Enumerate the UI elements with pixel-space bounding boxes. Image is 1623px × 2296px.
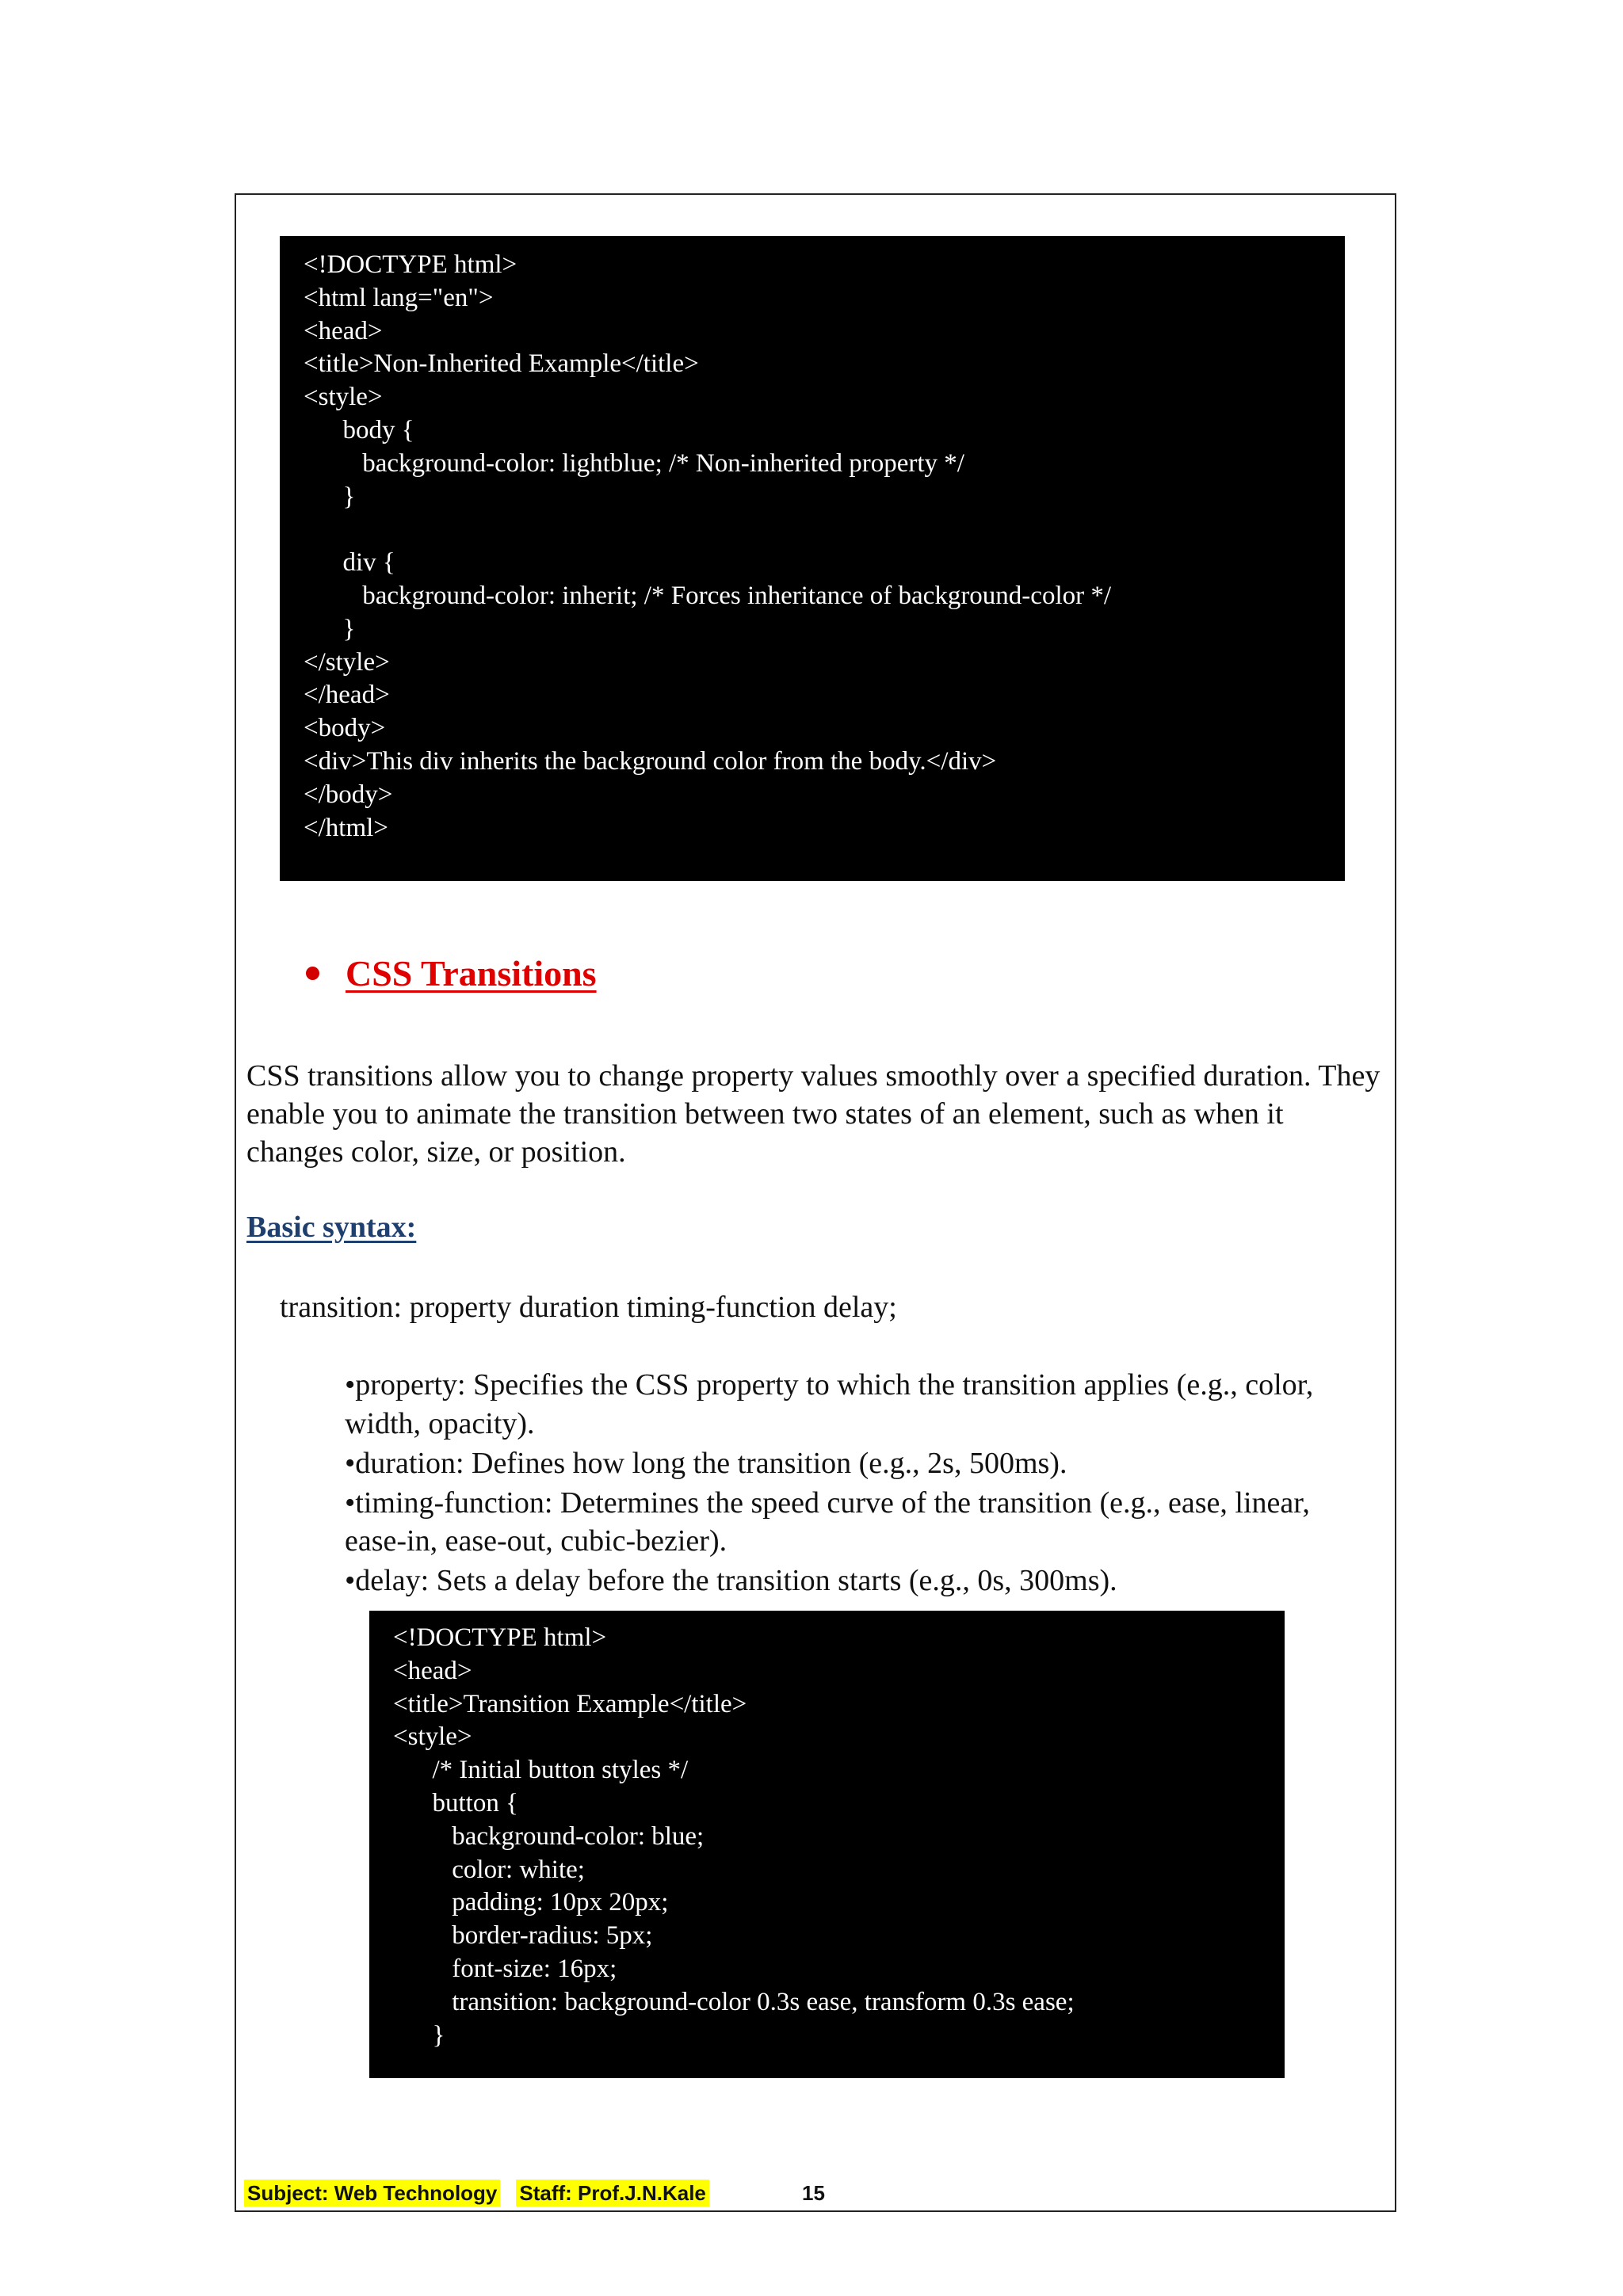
code-line: background-color: inherit; /* Forces inheritance of background-color */ — [304, 581, 1112, 610]
code-line: color: white; — [393, 1855, 585, 1884]
code-line: <!DOCTYPE html> — [393, 1623, 607, 1652]
list-item: •delay: Sets a delay before the transition starts (e.g., 0s, 300ms). — [345, 1564, 1117, 1597]
code-line: } — [304, 482, 356, 511]
list-item: •property: Specifies the CSS property to which the transition applies (e.g., color, width, opacity). — [345, 1368, 1314, 1440]
code-line: background-color: blue; — [393, 1821, 705, 1851]
code-line: <title>Non-Inherited Example</title> — [304, 349, 699, 379]
code-line: <head> — [304, 316, 383, 345]
section-heading: CSS Transitions — [346, 953, 597, 994]
code-line: </html> — [304, 813, 388, 842]
code-line — [304, 513, 1345, 547]
list-item: •timing-function: Determines the speed curve of the transition (e.g., ease, linear, ease-in, ease-out, cubic-bezier). — [345, 1486, 1310, 1558]
code-line: </style> — [304, 647, 390, 677]
code-line: <html lang="en"> — [304, 283, 494, 312]
syntax-bullet-list — [345, 1366, 1375, 1601]
intro-paragraph: CSS transitions allow you to change property values smoothly over a specified duration. They enable you to animate the transition between two states of an element, such as when it changes color, size, or position. — [246, 1059, 1381, 1169]
code-line: transition: background-color 0.3s ease, transform 0.3s ease; — [393, 1987, 1075, 2016]
code-line: </body> — [304, 780, 393, 809]
list-item: •duration: Defines how long the transition (e.g., 2s, 500ms). — [345, 1446, 1067, 1480]
code-line: <style> — [304, 383, 383, 412]
code-line: div { — [304, 548, 395, 578]
code-line: background-color: lightblue; /* Non-inherited property */ — [304, 448, 964, 478]
code-line: <style> — [393, 1722, 472, 1752]
code-block-transition — [369, 1611, 1285, 2078]
page-footer — [244, 2180, 709, 2206]
code-line: body { — [304, 415, 414, 444]
basic-syntax-heading: Basic syntax: — [246, 1211, 417, 1244]
code-line: button { — [393, 1788, 518, 1817]
code-line: <head> — [393, 1656, 472, 1685]
footer-staff: Staff: Prof.J.N.Kale — [516, 2180, 709, 2206]
code-block-non-inherited — [280, 236, 1345, 881]
code-line: <title>Transition Example</title> — [393, 1689, 747, 1718]
code-line: </head> — [304, 681, 390, 710]
code-line: <body> — [304, 714, 386, 743]
code-line: } — [304, 614, 356, 643]
code-line: padding: 10px 20px; — [393, 1888, 669, 1917]
code-line: <div>This div inherits the background color from the body.</div> — [304, 746, 997, 776]
section-heading-row — [306, 952, 597, 994]
code-line: } — [393, 2020, 445, 2050]
code-line: font-size: 16px; — [393, 1954, 617, 1983]
syntax-line: transition: property duration timing-function delay; — [280, 1291, 897, 1324]
bullet-icon — [306, 967, 319, 980]
page-number: 15 — [802, 2181, 825, 2205]
code-line: /* Initial button styles */ — [393, 1756, 689, 1785]
code-line: <!DOCTYPE html> — [304, 250, 517, 279]
footer-subject: Subject: Web Technology — [244, 2180, 500, 2206]
code-line: border-radius: 5px; — [393, 1921, 653, 1951]
